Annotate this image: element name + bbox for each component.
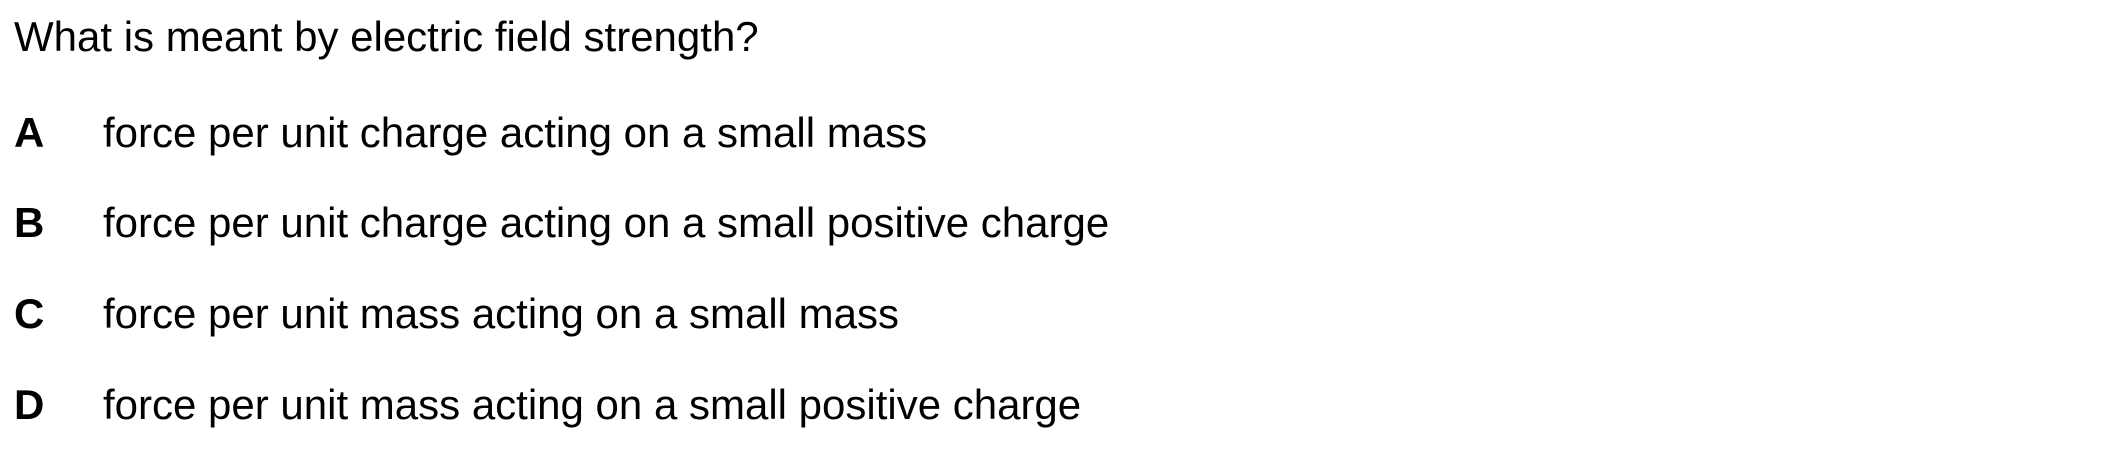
option-text: force per unit charge acting on a small mass	[103, 109, 928, 156]
option-text: force per unit charge acting on a small positive charge	[103, 199, 1110, 246]
option-text: force per unit mass acting on a small mass	[103, 290, 899, 337]
option-letter: A	[14, 109, 45, 156]
question-text: What is meant by electric field strength?	[14, 13, 759, 60]
option-letter: D	[14, 381, 45, 428]
option-letter: C	[14, 290, 45, 337]
option-letter: B	[14, 199, 45, 246]
option-text: force per unit mass acting on a small positive charge	[103, 381, 1082, 428]
